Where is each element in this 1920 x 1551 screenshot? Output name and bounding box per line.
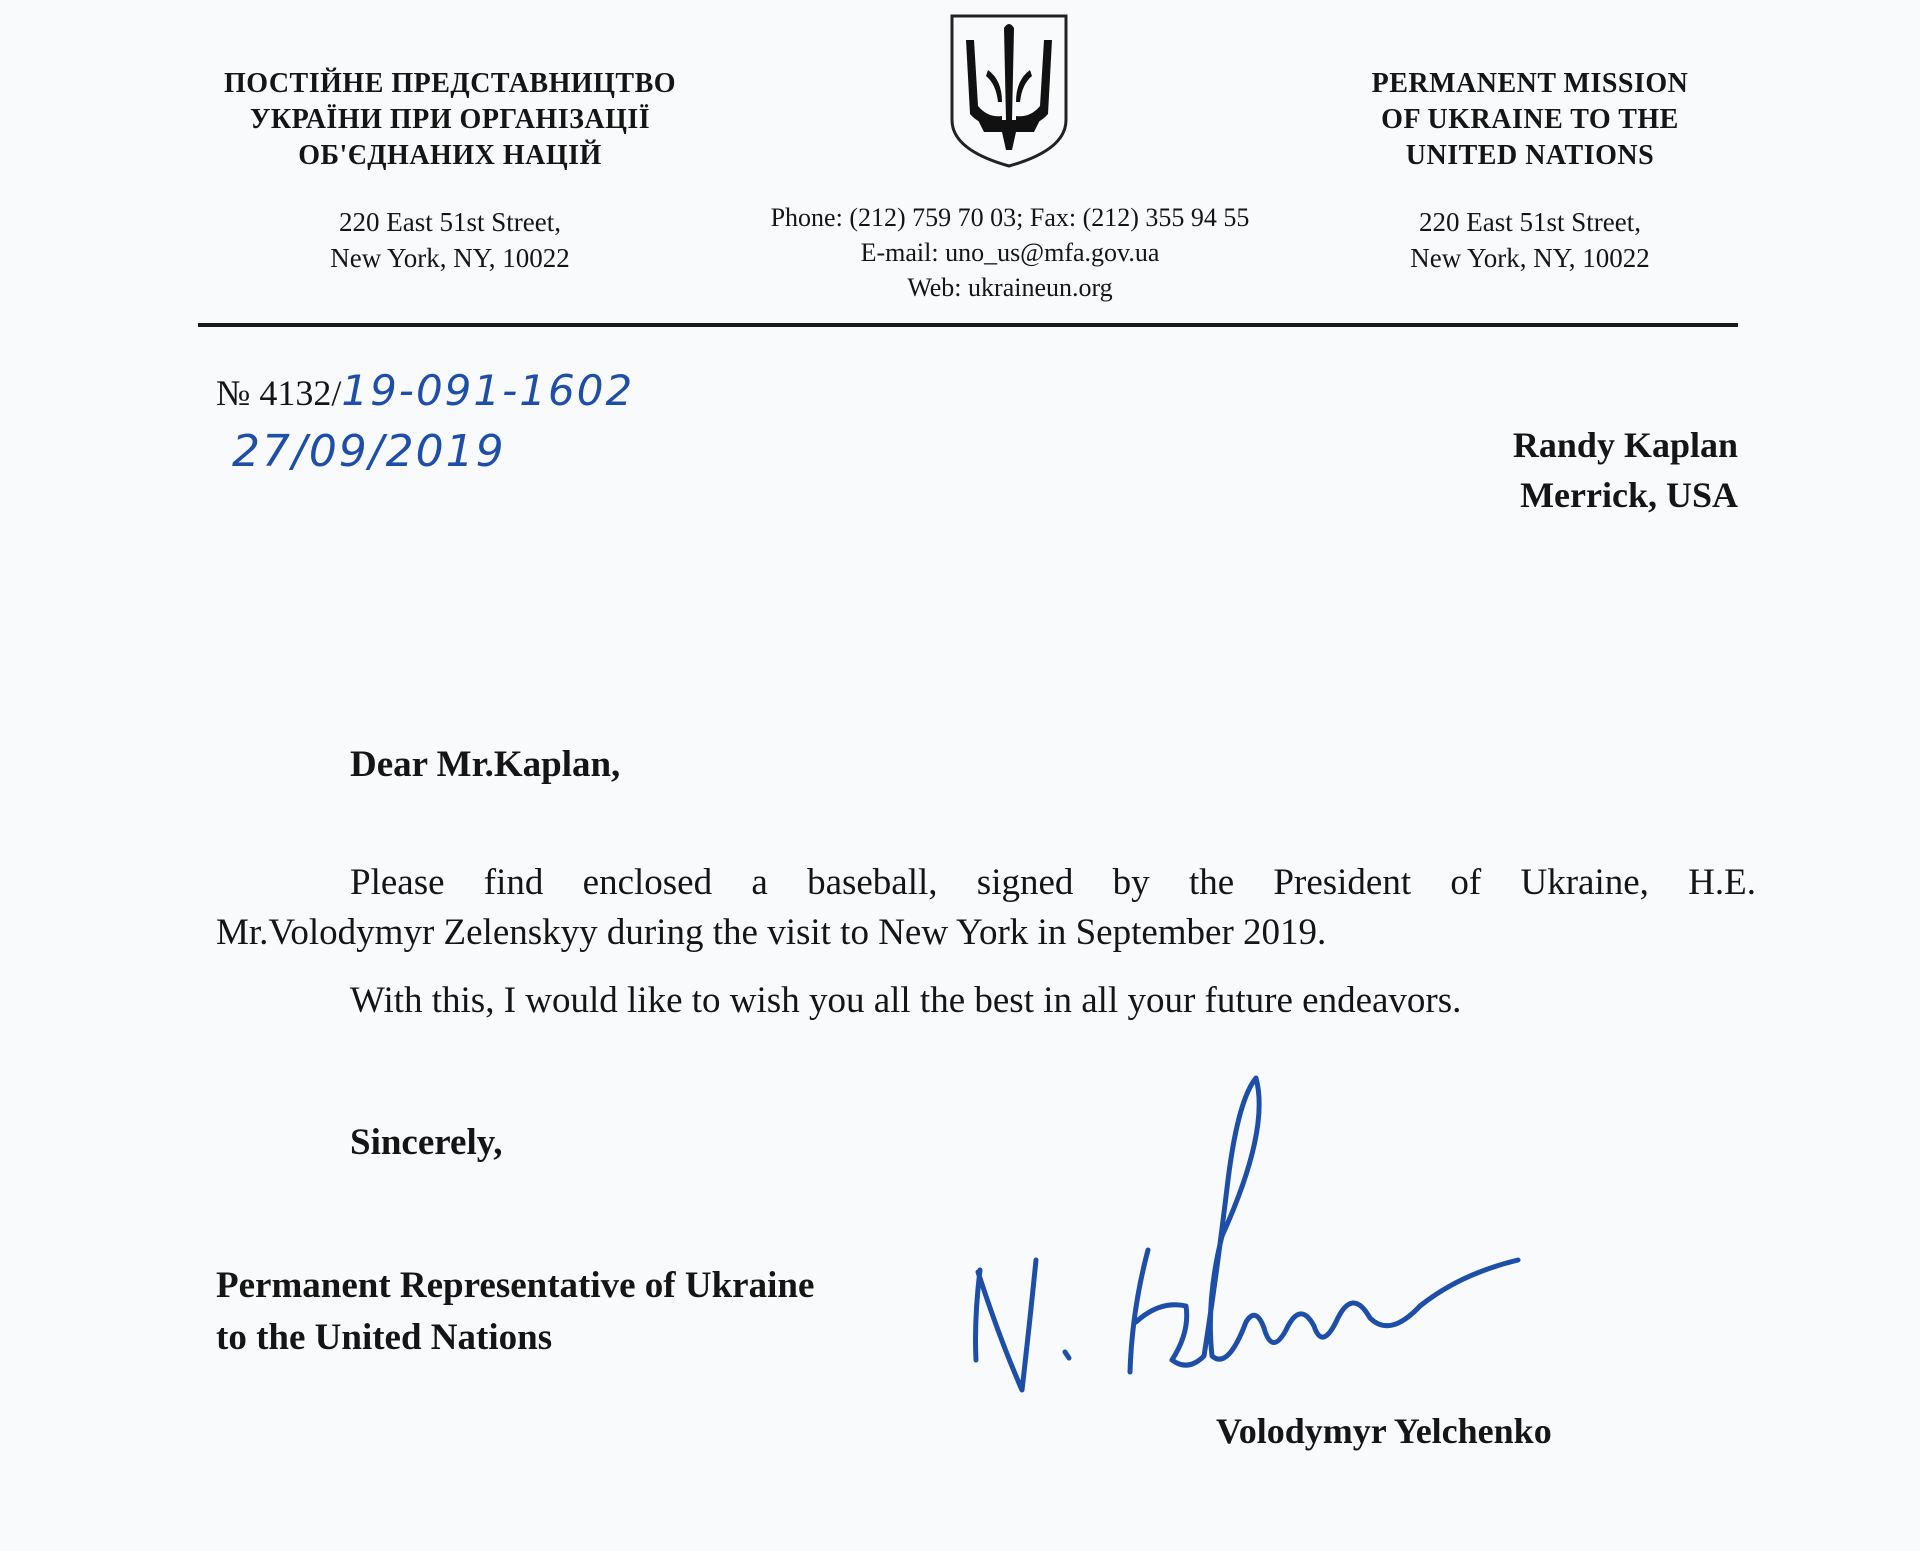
signer-title-line2: to the United Nations (216, 1317, 553, 1358)
address-right-line2: New York, NY, 10022 (1410, 243, 1650, 273)
signer-title-line1: Permanent Representative of Ukraine (216, 1265, 815, 1306)
reference-prefix: № 4132/ (216, 373, 342, 413)
paragraph-1-line1: Please find enclosed a baseball, signed by the President of Ukraine, H.E. (350, 862, 1756, 903)
handwritten-signature (960, 1060, 1580, 1420)
mission-name-ukrainian-line3: ОБ'ЄДНАНИХ НАЦІЙ (298, 140, 602, 171)
mission-name-english-line1: PERMANENT MISSION (1371, 68, 1689, 99)
paragraph-1 (216, 858, 1756, 958)
paragraph-2: With this, I would like to wish you all the best in all your future endeavors. (350, 980, 1462, 1021)
reference-number (216, 366, 635, 415)
handwritten-reference-number: 19-091-1602 (341, 366, 635, 415)
header-right (1300, 66, 1760, 276)
address-left-line1: 220 East 51st Street, (339, 207, 561, 237)
salutation: Dear Mr.Kaplan, (350, 744, 621, 785)
handwritten-date: 27/09/2019 (232, 426, 506, 477)
address-right-line1: 220 East 51st Street, (1419, 207, 1641, 237)
email-link[interactable]: E-mail: uno_us@mfa.gov.ua (860, 238, 1160, 267)
signer-name: Volodymyr Yelchenko (1216, 1411, 1552, 1451)
phone-fax: Phone: (212) 759 70 03; Fax: (212) 355 94 55 (770, 203, 1250, 232)
mission-name-english-line3: UNITED NATIONS (1405, 140, 1655, 171)
contact-block (700, 200, 1320, 305)
recipient-block (1300, 420, 1738, 520)
closing: Sincerely, (350, 1122, 503, 1163)
signer-title (216, 1260, 814, 1364)
web-link[interactable]: Web: ukraineun.org (907, 273, 1113, 302)
recipient-name: Randy Kaplan (1512, 425, 1738, 465)
trident-emblem-icon (944, 10, 1074, 170)
header-divider (198, 323, 1738, 327)
mission-name-ukrainian-line2: УКРАЇНИ ПРИ ОРГАНІЗАЦІЇ (249, 104, 651, 135)
mission-name-ukrainian-line1: ПОСТІЙНЕ ПРЕДСТАВНИЦТВО (223, 68, 677, 99)
address-left-line2: New York, NY, 10022 (330, 243, 570, 273)
recipient-location: Merrick, USA (1520, 475, 1738, 515)
mission-name-english-line2: OF UKRAINE TO THE (1381, 104, 1679, 135)
paragraph-1-line2: Mr.Volodymyr Zelenskyy during the visit to New York in September 2019. (216, 912, 1327, 953)
header-left (180, 66, 720, 276)
